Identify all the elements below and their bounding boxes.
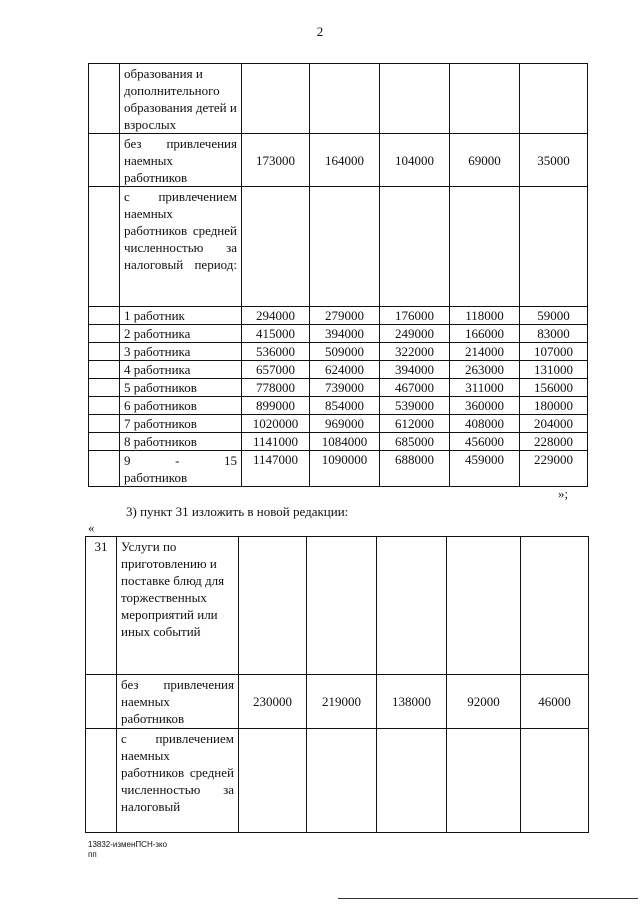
value-cell: 408000 [450, 415, 520, 433]
value-cell: 415000 [242, 325, 310, 343]
value-cell: 854000 [310, 397, 380, 415]
value-cell: 899000 [242, 397, 310, 415]
number-cell [89, 451, 120, 487]
opening-quote: « [88, 520, 95, 535]
value-cell: 156000 [520, 379, 588, 397]
row-label: 2 работника [120, 325, 242, 343]
number-cell [89, 307, 120, 325]
value-cell: 1090000 [310, 451, 380, 487]
number-cell [89, 379, 120, 397]
table-row [89, 451, 588, 487]
value-cell: 688000 [380, 451, 450, 487]
table-row [89, 379, 588, 397]
value-cell: 59000 [520, 307, 588, 325]
closing-quote: »; [558, 486, 569, 501]
value-cell: 657000 [242, 361, 310, 379]
value-cell: 263000 [450, 361, 520, 379]
service-name-continuation: образования и дополнительного образования детей и взрослых [120, 64, 242, 134]
value-cell: 539000 [380, 397, 450, 415]
number-cell [86, 729, 117, 833]
value-cell: 279000 [310, 307, 380, 325]
value-cell: 1147000 [242, 451, 310, 487]
value-cell: 778000 [242, 379, 310, 397]
row-label: 3 работника [120, 343, 242, 361]
value-cell: 456000 [450, 433, 520, 451]
value-cell: 249000 [380, 325, 450, 343]
value-cell: 1020000 [242, 415, 310, 433]
table-row [86, 675, 589, 729]
amendment-instruction: 3) пункт 31 изложить в новой редакции: [126, 504, 349, 519]
value-cell: 624000 [310, 361, 380, 379]
value-cell: 394000 [310, 325, 380, 343]
table-row [89, 343, 588, 361]
table-row [89, 307, 588, 325]
value-cell: 138000 [377, 675, 447, 729]
document-code: 13832-изменПСН-зко пп [88, 840, 168, 859]
value-cell: 166000 [450, 325, 520, 343]
row-label-with-hired: с привлечением наемных работников средней численностью за налоговый [117, 729, 239, 833]
value-cell: 311000 [450, 379, 520, 397]
table-row [89, 325, 588, 343]
tariff-table-item-31 [85, 536, 589, 833]
value-cell: 509000 [310, 343, 380, 361]
number-cell [86, 675, 117, 729]
table-row [89, 134, 588, 187]
value-cell: 131000 [520, 361, 588, 379]
row-label: 4 работника [120, 361, 242, 379]
footer-rule [338, 898, 638, 899]
number-cell [89, 187, 120, 307]
value-cell: 173000 [242, 134, 310, 187]
number-cell [89, 343, 120, 361]
value-cell: 69000 [450, 134, 520, 187]
value-cell: 83000 [520, 325, 588, 343]
value-cell: 104000 [380, 134, 450, 187]
value-cell: 685000 [380, 433, 450, 451]
number-cell [89, 415, 120, 433]
number-cell [89, 433, 120, 451]
number-cell [89, 64, 120, 134]
table-row [89, 361, 588, 379]
value-cell: 612000 [380, 415, 450, 433]
table-row [89, 187, 588, 307]
number-cell [89, 361, 120, 379]
value-cell: 394000 [380, 361, 450, 379]
page-number: 2 [316, 24, 324, 39]
table-row [89, 64, 588, 134]
value-cell: 35000 [520, 134, 588, 187]
value-cell: 1141000 [242, 433, 310, 451]
value-cell: 536000 [242, 343, 310, 361]
row-label-without-hired: без привлечения наемных работников [120, 134, 242, 187]
value-cell: 180000 [520, 397, 588, 415]
row-label: 8 работников [120, 433, 242, 451]
item-title: Услуги по приготовлению и поставке блюд для торжественных мероприятий или иных событий [117, 537, 239, 675]
value-cell: 176000 [380, 307, 450, 325]
employee-count-rows [89, 307, 588, 451]
value-cell: 969000 [310, 415, 380, 433]
value-cell: 92000 [447, 675, 521, 729]
value-cell: 164000 [310, 134, 380, 187]
tariff-table-continued [88, 63, 588, 487]
value-cell: 118000 [450, 307, 520, 325]
value-cell: 467000 [380, 379, 450, 397]
value-cell: 459000 [450, 451, 520, 487]
value-cell: 107000 [520, 343, 588, 361]
row-label-9-15-workers: 9 - 15 работников [120, 451, 242, 487]
table-row [89, 397, 588, 415]
value-cell: 360000 [450, 397, 520, 415]
row-label-without-hired: без привлечения наемных работников [117, 675, 239, 729]
value-cell: 739000 [310, 379, 380, 397]
value-cell: 294000 [242, 307, 310, 325]
row-label: 6 работников [120, 397, 242, 415]
number-cell [89, 325, 120, 343]
row-label: 1 работник [120, 307, 242, 325]
number-cell [89, 397, 120, 415]
value-cell: 322000 [380, 343, 450, 361]
value-cell: 228000 [520, 433, 588, 451]
value-cell: 214000 [450, 343, 520, 361]
value-cell: 219000 [307, 675, 377, 729]
value-cell: 229000 [520, 451, 588, 487]
table-row [86, 537, 589, 675]
value-cell: 1084000 [310, 433, 380, 451]
row-label: 5 работников [120, 379, 242, 397]
row-label-with-hired: с привлечением наемных работников средней численностью за налоговый период: [120, 187, 242, 307]
table-row [89, 433, 588, 451]
value-cell: 204000 [520, 415, 588, 433]
row-label: 7 работников [120, 415, 242, 433]
item-number: 31 [86, 537, 117, 675]
number-cell [89, 134, 120, 187]
table-row [89, 415, 588, 433]
value-cell: 46000 [521, 675, 589, 729]
value-cell: 230000 [239, 675, 307, 729]
table-row [86, 729, 589, 833]
